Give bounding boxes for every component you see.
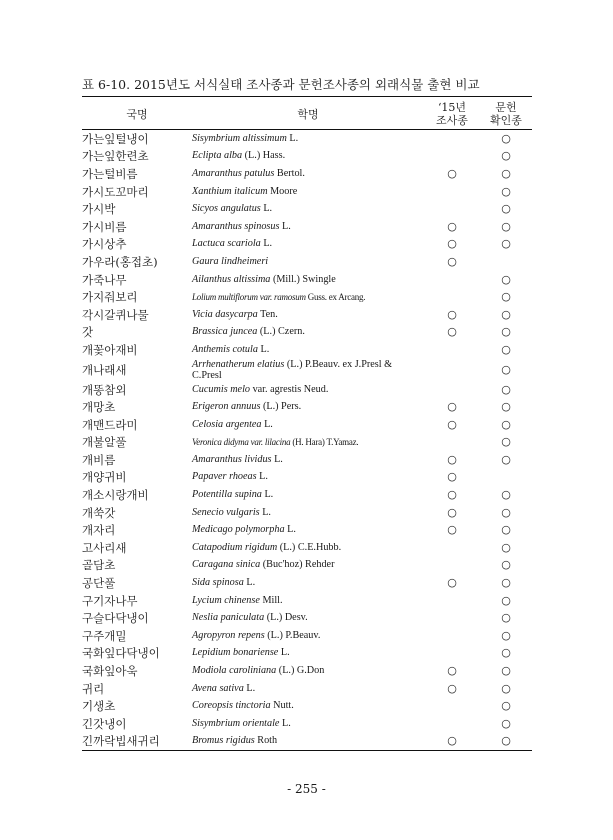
table-row	[82, 381, 532, 399]
species-epithet: angulatus	[220, 203, 261, 215]
survey-2015-mark	[424, 609, 480, 627]
survey-2015-mark	[424, 627, 480, 645]
authority: (Buc'hoz) Rehder	[262, 559, 335, 571]
korean-name: 국화잎다닥냉이	[82, 646, 160, 661]
korean-name: 개비름	[82, 452, 116, 467]
korean-name: 고사리새	[82, 540, 127, 555]
genus: Senecio	[192, 506, 224, 518]
literature-mark: ○	[501, 699, 511, 713]
genus: Sisymbrium	[192, 717, 241, 729]
genus: Coreopsis	[192, 700, 233, 712]
literature-mark: ○	[501, 628, 511, 642]
table-row	[82, 416, 532, 434]
korean-name: 개망초	[82, 400, 116, 415]
authority: L.	[262, 506, 271, 518]
survey-2015-mark	[424, 645, 480, 663]
table-row	[82, 148, 532, 166]
species-epithet: polymorpha	[235, 524, 285, 536]
scientific-name	[192, 271, 424, 289]
literature-mark: ○	[501, 452, 511, 466]
korean-name: 개꽃아재비	[82, 342, 138, 357]
literature-mark: ○	[501, 681, 511, 695]
survey-2015-mark: ○	[447, 307, 457, 321]
authority: (L.) C.E.Hubb.	[279, 541, 342, 553]
korean-name: 구슬다닥냉이	[82, 611, 149, 626]
literature-mark: ○	[501, 400, 511, 414]
korean-name: 개맨드라미	[82, 417, 138, 432]
survey-2015-mark	[424, 200, 480, 218]
genus: Sisymbrium	[192, 132, 241, 144]
table-caption: 표 6-10. 2015년도 서식실태 조사종과 문헌조사종의 외래식물 출현 비교	[82, 77, 480, 92]
header-literature	[480, 97, 532, 130]
korean-name: 가시상추	[82, 237, 127, 252]
survey-2015-mark: ○	[447, 452, 457, 466]
survey-2015-mark: ○	[424, 733, 480, 751]
authority: L.	[264, 418, 273, 430]
korean-name: 긴까락빕새귀리	[82, 733, 192, 751]
authority: (L.) Pers.	[262, 401, 302, 413]
survey-2015-mark	[424, 148, 480, 166]
literature-mark: ○	[501, 307, 511, 321]
species-epithet: repens	[237, 629, 265, 641]
table-row	[82, 539, 532, 557]
species-epithet: spinosa	[212, 577, 244, 589]
scientific-name	[192, 662, 424, 680]
table-row	[82, 697, 532, 715]
literature-mark: ○	[501, 325, 511, 339]
authority: (L.) Hass.	[244, 150, 286, 162]
korean-name: 개자리	[82, 523, 116, 538]
korean-name: 개똥참외	[82, 382, 127, 397]
scientific-name	[192, 715, 424, 733]
species-epithet: lividus	[244, 453, 272, 465]
survey-2015-mark: ○	[447, 219, 457, 233]
authority: L.	[246, 682, 256, 694]
survey-2015-mark	[424, 183, 480, 201]
genus: Papaver	[192, 471, 227, 483]
species-epithet: chinense	[224, 594, 260, 606]
table-row	[82, 218, 532, 236]
page-number: - 255 -	[287, 782, 326, 796]
survey-2015-mark: ○	[447, 417, 457, 431]
korean-name: 가지줘보리	[82, 290, 138, 305]
scientific-name	[192, 451, 424, 469]
genus: Celosia	[192, 418, 224, 430]
table-row	[82, 165, 532, 183]
authority: L.	[246, 577, 256, 589]
species-epithet: vulgaris	[226, 506, 260, 518]
scientific-name	[192, 592, 424, 610]
survey-2015-mark	[424, 359, 480, 381]
genus: Agropyron	[192, 629, 236, 641]
genus: Lepidium	[192, 647, 231, 659]
literature-mark: ○	[501, 593, 511, 607]
scientific-name	[192, 236, 424, 254]
table-row	[82, 236, 532, 254]
korean-name: 가죽나무	[82, 272, 127, 287]
table-header-row	[82, 97, 532, 130]
genus: Caragana	[192, 559, 234, 571]
species-epithet: melo	[230, 383, 251, 395]
survey-2015-mark: ○	[447, 325, 457, 339]
species-epithet: altissimum	[242, 132, 287, 144]
korean-name: 구기자나무	[82, 593, 138, 608]
literature-mark: ○	[501, 523, 511, 537]
authority: Moore	[270, 185, 298, 197]
survey-2015-mark	[424, 434, 480, 452]
table-row	[82, 183, 532, 201]
species-epithet: bonariense	[233, 647, 279, 659]
table-row	[82, 645, 532, 663]
table-row	[82, 469, 532, 487]
literature-mark: ○	[501, 184, 511, 198]
literature-mark: ○	[501, 611, 511, 625]
species-epithet: scariola	[227, 238, 261, 250]
scientific-name	[192, 381, 424, 399]
scientific-name	[192, 253, 424, 271]
authority: (Mill.) Swingle	[272, 273, 336, 285]
literature-mark: ○	[480, 733, 532, 751]
table-row	[82, 715, 532, 733]
species-epithet: rigidus	[225, 735, 255, 747]
survey-2015-mark	[424, 288, 480, 306]
literature-mark	[480, 469, 532, 487]
header-literature-label: 문헌 확인종	[490, 101, 522, 127]
species-epithet: juncea	[230, 326, 258, 338]
genus: Anthemis	[192, 343, 230, 355]
scientific-name	[192, 416, 424, 434]
genus: Ailanthus	[192, 273, 232, 285]
korean-name: 개불알풀	[82, 435, 127, 450]
authority: (L.) Desv.	[266, 612, 308, 624]
literature-mark: ○	[501, 202, 511, 216]
scientific-name	[192, 341, 424, 359]
scientific-name	[192, 521, 424, 539]
scientific-name	[192, 130, 424, 148]
table-row	[82, 130, 532, 148]
genus: Amaranthus	[192, 453, 242, 465]
scientific-name	[192, 183, 424, 201]
authority: (L.) G.Don	[278, 665, 325, 677]
korean-name: 가는잎털냉이	[82, 131, 149, 146]
species-epithet: dasycarpa	[215, 308, 258, 320]
species-epithet: rhoeas	[229, 471, 257, 483]
scientific-name	[192, 557, 424, 575]
genus: Catapodium	[192, 541, 243, 553]
table-row	[82, 557, 532, 575]
survey-2015-mark: ○	[447, 254, 457, 268]
authority: L.	[259, 471, 268, 483]
scientific-name	[192, 609, 424, 627]
species-table	[82, 96, 532, 751]
species-epithet: paniculata	[220, 612, 265, 624]
genus: Gaura	[192, 255, 219, 267]
scientific-name	[192, 148, 424, 166]
scientific-name	[192, 697, 424, 715]
survey-2015-mark: ○	[447, 470, 457, 484]
scientific-name	[192, 200, 424, 218]
genus: Arrhenatherum	[192, 358, 255, 370]
literature-mark: ○	[501, 272, 511, 286]
species-epithet: tinctoria	[235, 700, 271, 712]
species-epithet: didyma var. lilacina	[223, 437, 291, 448]
korean-name: 가는잎한련초	[82, 149, 149, 164]
korean-name: 개나래새	[82, 362, 127, 377]
table-row	[82, 398, 532, 416]
authority: L.	[274, 453, 283, 465]
literature-mark: ○	[501, 342, 511, 356]
literature-mark: ○	[501, 382, 511, 396]
korean-name: 구주개밀	[82, 628, 127, 643]
survey-2015-mark	[424, 381, 480, 399]
scientific-name	[192, 733, 424, 751]
species-epithet: sinica	[235, 559, 261, 571]
table-row	[82, 521, 532, 539]
genus: Medicago	[192, 524, 233, 536]
survey-2015-mark: ○	[447, 505, 457, 519]
table-row	[82, 680, 532, 698]
species-epithet: spinosus	[244, 220, 280, 232]
korean-name: 가는털비름	[82, 166, 138, 181]
genus: Xanthium	[192, 185, 232, 197]
authority: L.	[263, 203, 273, 215]
genus: Amaranthus	[192, 220, 242, 232]
korean-name: 갓	[82, 325, 94, 340]
species-epithet: altissima	[233, 273, 271, 285]
species-epithet: lindheimeri	[221, 255, 269, 267]
scientific-name	[192, 504, 424, 522]
authority: L.	[287, 524, 296, 536]
species-epithet: elatius	[257, 358, 285, 370]
survey-2015-mark: ○	[447, 576, 457, 590]
genus: Cucumis	[192, 383, 228, 395]
authority: var. agrestis Neud.	[252, 383, 329, 395]
scientific-name	[192, 627, 424, 645]
survey-2015-mark	[424, 341, 480, 359]
species-epithet: cotula	[232, 343, 258, 355]
literature-mark: ○	[501, 149, 511, 163]
header-korean-name: 국명	[82, 97, 192, 130]
authority: (L.) P.Beauv. ex J.Presl & C.Presl	[192, 358, 393, 381]
literature-mark: ○	[501, 131, 511, 145]
genus: Eclipta	[192, 150, 222, 162]
authority: L.	[289, 132, 299, 144]
scientific-name	[192, 359, 424, 381]
literature-mark: ○	[501, 646, 511, 660]
survey-2015-mark: ○	[447, 681, 457, 695]
scientific-name	[192, 288, 424, 306]
survey-2015-mark: ○	[447, 166, 457, 180]
genus: Brassica	[192, 326, 228, 338]
scientific-name	[192, 434, 424, 452]
species-epithet: annuus	[230, 401, 261, 413]
table-row	[82, 200, 532, 218]
literature-mark: ○	[501, 505, 511, 519]
genus: Erigeron	[192, 401, 229, 413]
korean-name: 가우라(홍접초)	[82, 254, 158, 269]
scientific-name	[192, 306, 424, 324]
authority: Mill.	[262, 594, 283, 606]
genus: Modiola	[192, 665, 227, 677]
authority: (L.) Czern.	[259, 326, 305, 338]
authority: L.	[281, 717, 291, 729]
authority: L.	[282, 220, 291, 232]
survey-2015-mark	[424, 557, 480, 575]
survey-2015-mark: ○	[447, 523, 457, 537]
scientific-name	[192, 680, 424, 698]
species-epithet: italicum	[234, 185, 268, 197]
scientific-name	[192, 574, 424, 592]
table-row	[82, 288, 532, 306]
table-row	[82, 434, 532, 452]
genus: Avena	[192, 682, 217, 694]
genus: Neslia	[192, 612, 219, 624]
genus: Sicyos	[192, 203, 219, 215]
genus: Lycium	[192, 594, 222, 606]
literature-mark: ○	[501, 219, 511, 233]
table-row	[82, 324, 532, 342]
table-row	[82, 627, 532, 645]
korean-name: 골담초	[82, 558, 116, 573]
genus: Bromus	[192, 735, 224, 747]
korean-name: 가시도꼬마리	[82, 184, 149, 199]
species-epithet: rigidum	[244, 541, 278, 553]
korean-name: 기생초	[82, 699, 116, 714]
literature-mark	[480, 253, 532, 271]
literature-mark: ○	[501, 488, 511, 502]
species-epithet: orientale	[242, 717, 280, 729]
korean-name: 가시비름	[82, 219, 127, 234]
header-scientific-name: 학명	[192, 97, 424, 130]
authority: L.	[263, 238, 273, 250]
table-row	[82, 253, 532, 271]
genus: Lolium	[192, 292, 217, 303]
survey-2015-mark	[424, 592, 480, 610]
table-row	[82, 574, 532, 592]
korean-name: 개소시랑개비	[82, 488, 149, 503]
authority: L.	[264, 489, 274, 501]
header-2015-survey-label: ‘15년 조사종	[436, 101, 468, 127]
species-epithet: caroliniana	[229, 665, 277, 677]
species-epithet: alba	[223, 150, 243, 162]
table-row	[82, 662, 532, 680]
species-epithet: multiflorum var. ramosum	[218, 292, 306, 303]
species-epithet: sativa	[219, 682, 244, 694]
survey-2015-mark: ○	[447, 400, 457, 414]
literature-mark: ○	[501, 362, 511, 376]
survey-2015-mark	[424, 715, 480, 733]
scientific-name	[192, 645, 424, 663]
species-epithet: argentea	[225, 418, 262, 430]
korean-name: 긴갓냉이	[82, 716, 127, 731]
genus: Sida	[192, 577, 211, 589]
genus: Potentilla	[192, 489, 233, 501]
table-row	[82, 504, 532, 522]
authority: Nutt.	[273, 700, 294, 712]
literature-mark: ○	[501, 435, 511, 449]
scientific-name	[192, 398, 424, 416]
korean-name: 개쑥갓	[82, 505, 116, 520]
scientific-name	[192, 539, 424, 557]
authority: (L.) P.Beauv.	[267, 629, 321, 641]
survey-2015-mark: ○	[447, 237, 457, 251]
authority: L.	[260, 343, 270, 355]
literature-mark: ○	[501, 576, 511, 590]
survey-2015-mark	[424, 539, 480, 557]
literature-mark: ○	[501, 558, 511, 572]
korean-name: 공단풀	[82, 576, 116, 591]
scientific-name	[192, 324, 424, 342]
table-row	[82, 271, 532, 289]
species-epithet: patulus	[244, 167, 275, 179]
survey-2015-mark	[424, 130, 480, 148]
authority: Ten.	[260, 308, 278, 320]
survey-2015-mark: ○	[447, 488, 457, 502]
korean-name: 가시박	[82, 202, 116, 217]
table-row	[82, 359, 532, 381]
header-2015-survey	[424, 97, 480, 130]
authority: Roth	[257, 735, 278, 747]
table-row	[82, 486, 532, 504]
genus: Lactuca	[192, 238, 225, 250]
table-row	[82, 341, 532, 359]
scientific-name	[192, 218, 424, 236]
table-row	[82, 306, 532, 324]
authority: Bertol.	[276, 167, 305, 179]
korean-name: 국화잎아욱	[82, 664, 138, 679]
survey-2015-mark	[424, 697, 480, 715]
scientific-name	[192, 469, 424, 487]
korean-name: 각시갈퀴나물	[82, 307, 149, 322]
literature-mark: ○	[501, 290, 511, 304]
genus: Amaranthus	[192, 167, 242, 179]
literature-mark: ○	[501, 166, 511, 180]
table-row	[82, 609, 532, 627]
scientific-name	[192, 165, 424, 183]
authority: (H. Hara) T.Yamaz.	[292, 437, 359, 448]
literature-mark: ○	[501, 540, 511, 554]
literature-mark: ○	[501, 417, 511, 431]
table-row	[82, 733, 532, 751]
scientific-name	[192, 486, 424, 504]
table-row	[82, 451, 532, 469]
genus: Vicia	[192, 308, 213, 320]
species-epithet: supina	[234, 489, 262, 501]
genus: Veronica	[192, 437, 222, 448]
survey-2015-mark: ○	[447, 664, 457, 678]
table-row	[82, 592, 532, 610]
survey-2015-mark	[424, 271, 480, 289]
literature-mark: ○	[501, 664, 511, 678]
korean-name: 개양귀비	[82, 470, 127, 485]
authority: Guss. ex Arcang.	[307, 292, 366, 303]
literature-mark: ○	[501, 716, 511, 730]
literature-mark: ○	[501, 237, 511, 251]
korean-name: 귀리	[82, 681, 105, 696]
authority: L.	[280, 647, 290, 659]
